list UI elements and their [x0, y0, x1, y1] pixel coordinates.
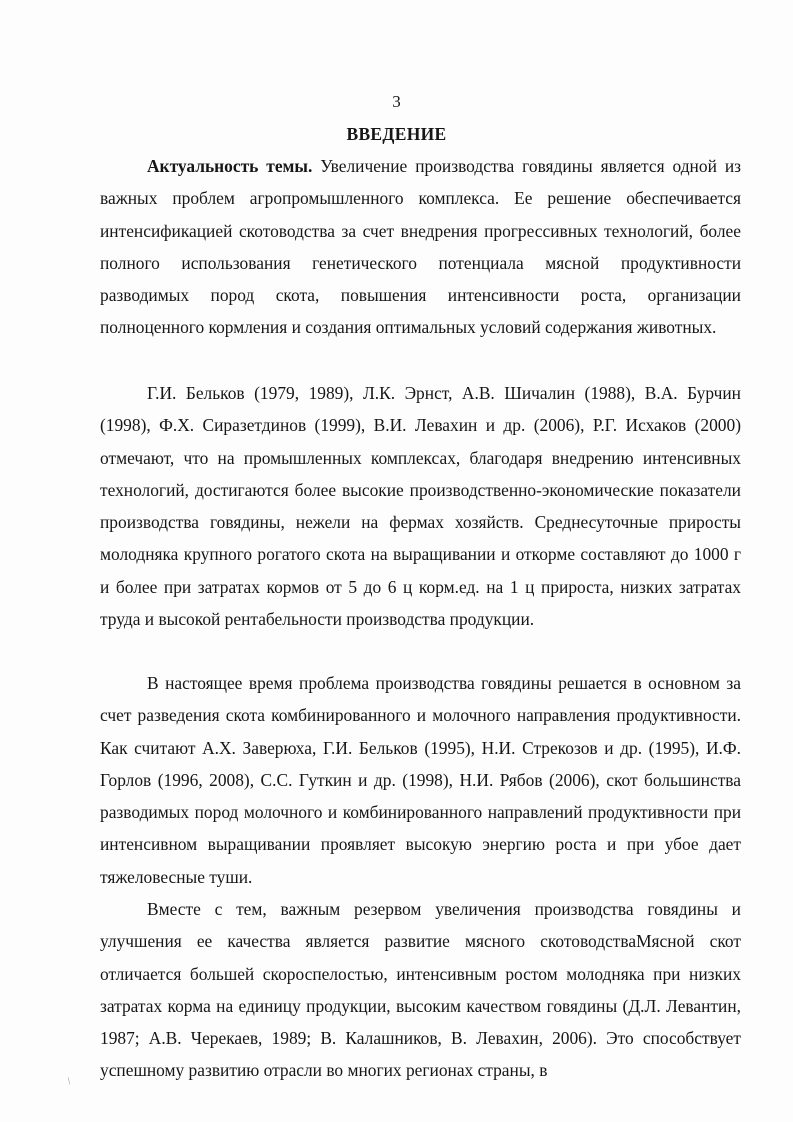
paragraph-body: Увеличение производства говядины является одной из важных проблем агропромышленного комплекса. Ее решение обеспечивается интенсификацией скотоводства за счет внедрения прогрессивных технологий, более полного использования генетического потенциала мясной продуктивности разводимых пород скота, повышения интенсивности роста, организации полноценного кормления и создания оптимальных условий содержания животных. [100, 156, 742, 338]
paragraph-text: В настоящее время проблема производства говядины решается в основном за счет разведения скота комбинированного и молочного направления продуктивности. Как считают А.Х. Заверюха, Г.И. Бельков (1995), Н.И. Стрекозов и др. (1995), И.Ф. Горлов (1996, 2008), С.С. Гуткин и др. (1998), Н.И. Рябов (2006), скот большинства разводимых пород молочного и комбинированного направлений продуктивности при интенсивном выращивании проявляет высокую энергию роста и при убое дает тяжеловесные туши. [100, 673, 741, 887]
section-heading: ВВЕДЕНИЕ [346, 124, 447, 144]
paragraph-lead: Актуальность темы. [147, 156, 313, 176]
paragraph-beef-cattle [100, 893, 741, 1087]
paragraph-text: Вместе с тем, важным резервом увеличения производства говядины и улучшения ее качества является развитие мясного скотоводстваМясной скот отличается большей скороспелостью, интенсивным ростом молодняка при низких затратах корма на единицу продукции, высоким качеством говядины (Д.Л. Левантин, 1987; А.В. Черекаев, 1989; В. Калашников, В. Левахин, 2006). Это способствует успешному развитию отрасли во многих регионах страны, в [100, 899, 741, 1081]
paragraph-combined-breeds [100, 667, 741, 893]
paragraph-text: Г.И. Бельков (1979, 1989), Л.К. Эрнст, А.В. Шичалин (1988), В.А. Бурчин (1998), Ф.Х. Сиразетдинов (1999), В.И. Левахин и др. (2006), Р.Г. Исхаков (2000) отмечают, что на промышленных комплексах, благодаря внедрению интенсивных технологий, достигаются более высокие производственно-экономические показатели производства говядины, нежели на фермах хозяйств. Среднесуточные приросты молодняка крупного рогатого скота на выращивании и откорме составляют до 1000 г и более при затратах кормов от 5 до 6 ц корм.ед. на 1 ц прироста, низких затратах труда и высокой рентабельности производства продукции. [100, 383, 741, 630]
paragraph-industrial-complexes [100, 377, 741, 635]
paragraph-text [100, 150, 741, 344]
paragraph-relevance [100, 150, 741, 344]
scan-margin-mark: / [65, 1076, 74, 1087]
page-number: 3 [392, 92, 401, 111]
